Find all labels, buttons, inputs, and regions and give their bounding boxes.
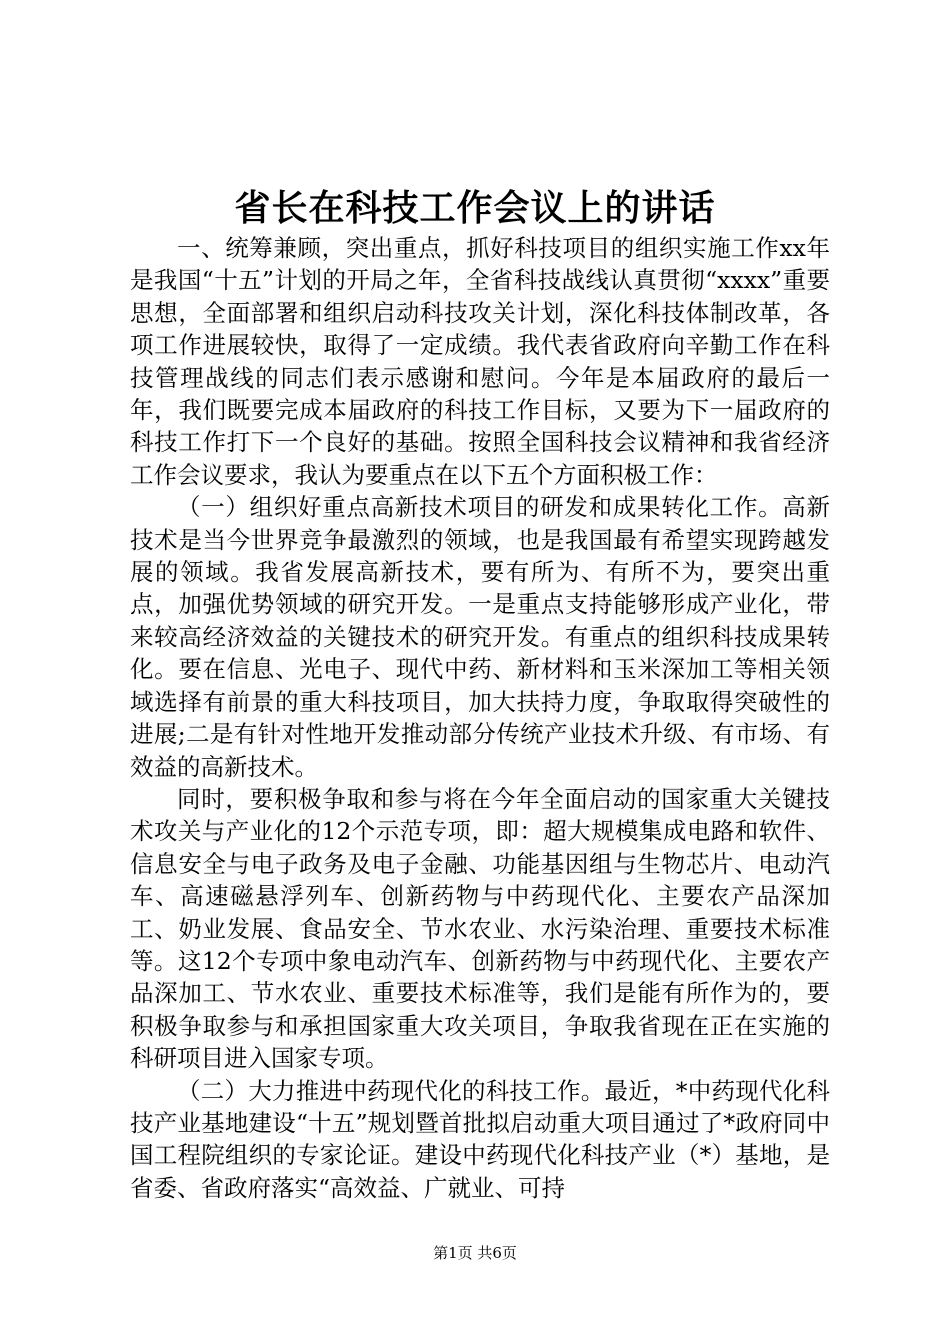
document-title: 省长在科技工作会议上的讲话 [234,187,716,229]
paragraph: 同时，要积极争取和参与将在今年全面启动的国家重大关键技术攻关与产业化的12个示范专项，即：超大规模集成电路和软件、信息安全与电子政务及电子金融、功能基因组与生物芯片、电动汽车、高速磁悬浮列车、创新药物与中药现代化、主要农产品深加工、奶业发展、食品安全、节水农业、水污染治理、重要技术标准等。这12个专项中象电动汽车、创新药物与中药现代化、主要农产品深加工、节水农业、重要技术标准等，我们是能有所作为的，要积极争取参与和承担国家重大攻关项目，争取我省现在正在实施的科研项目进入国家专项。 [130,784,830,1073]
paragraph: 一、统筹兼顾，突出重点，抓好科技项目的组织实施工作xx年是我国“十五”计划的开局之年，全省科技战线认真贯彻“xxxx”重要思想，全面部署和组织启动科技攻关计划，深化科技体制改革，各项工作进展较快，取得了一定成绩。我代表省政府向辛勤工作在科技管理战线的同志们表示感谢和慰问。今年是本届政府的最后一年，我们既要完成本届政府的科技工作目标，又要为下一届政府的科技工作打下一个良好的基础。按照全国科技会议精神和我省经济工作会议要求，我认为要重点在以下五个方面积极工作： [130,234,830,489]
paragraph: （一）组织好重点高新技术项目的研发和成果转化工作。高新技术是当今世界竞争最激烈的领域，也是我国最有希望实现跨越发展的领域。我省发展高新技术，要有所为、有所不为，要突出重点，加强优势领域的研究开发。一是重点支持能够形成产业化，带来较高经济效益的关键技术的研究开发。有重点的组织科技成果转化。要在信息、光电子、现代中药、新材料和玉米深加工等相关领域选择有前景的重大科技项目，加大扶持力度，争取取得突破性的进展;二是有针对性地开发推动部分传统产业技术升级、有市场、有效益的高新技术。 [130,493,830,781]
page-number-footer: 第1页 共6页 [433,1244,517,1262]
paragraph: （二）大力推进中药现代化的科技工作。最近，*中药现代化科技产业基地建设“十五”规划暨首批拟启动重大项目通过了*政府同中国工程院组织的专家论证。建设中药现代化科技产业（*）基地，是省委、省政府落实“高效益、广就业、可持 [130,1076,830,1202]
document-body [130,232,830,1204]
